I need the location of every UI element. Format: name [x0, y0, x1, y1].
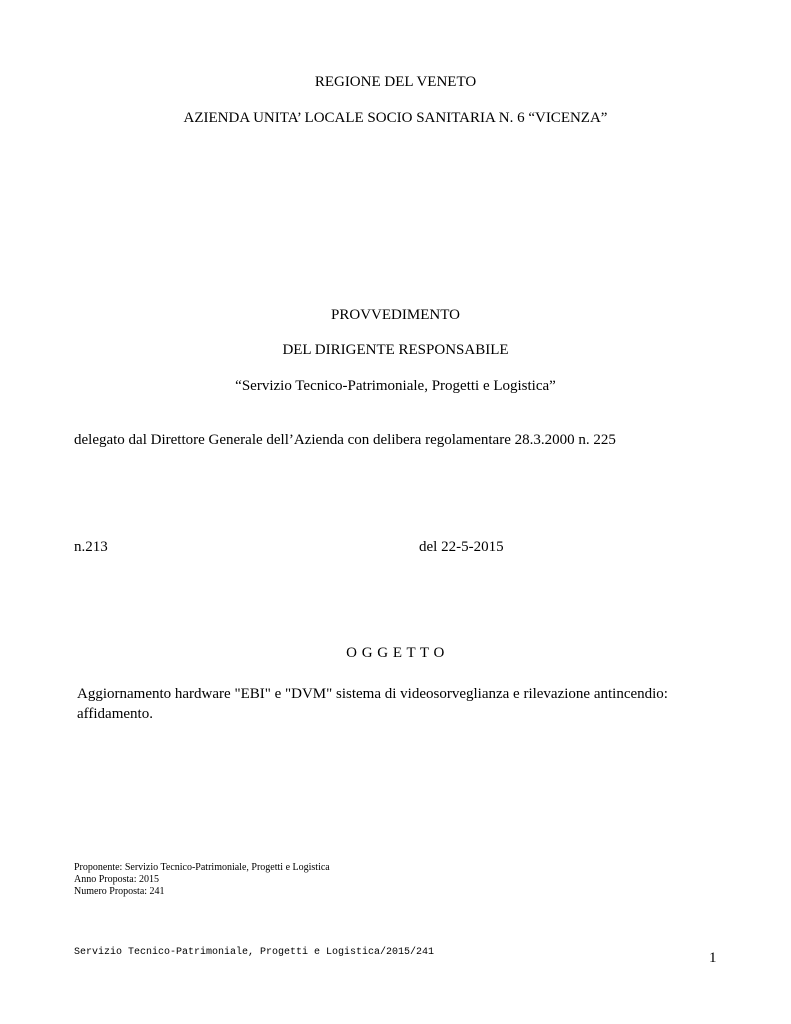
oggetto-heading: O G G E T T O [346, 645, 445, 661]
region-title: REGIONE DEL VENETO [314, 74, 477, 90]
numero-proposta: Numero Proposta: 241 [74, 886, 165, 897]
footer-reference: Servizio Tecnico-Patrimoniale, Progetti e Logistica/2015/241 [74, 947, 435, 958]
provvedimento-title: PROVVEDIMENTO [331, 307, 460, 323]
page-number: 1 [709, 950, 717, 966]
servizio-name: “Servizio Tecnico-Patrimoniale, Progetti e Logistica” [235, 378, 556, 394]
proponente-info: Proponente: Servizio Tecnico-Patrimoniale, Progetti e Logistica [74, 862, 330, 873]
delegation-statement: delegato dal Direttore Generale dell’Azienda con delibera regolamentare 28.3.2000 n. 225 [74, 432, 616, 448]
dirigente-subtitle: DEL DIRIGENTE RESPONSABILE [282, 342, 509, 358]
act-date: del 22-5-2015 [419, 539, 504, 555]
act-number: n.213 [74, 539, 108, 555]
azienda-title: AZIENDA UNITA’ LOCALE SOCIO SANITARIA N. 6 “VICENZA” [183, 110, 608, 126]
anno-proposta: Anno Proposta: 2015 [74, 874, 159, 885]
oggetto-text: Aggiornamento hardware "EBI" e "DVM" sistema di videosorveglianza e rilevazione antincendio: affidamento. [77, 686, 668, 722]
